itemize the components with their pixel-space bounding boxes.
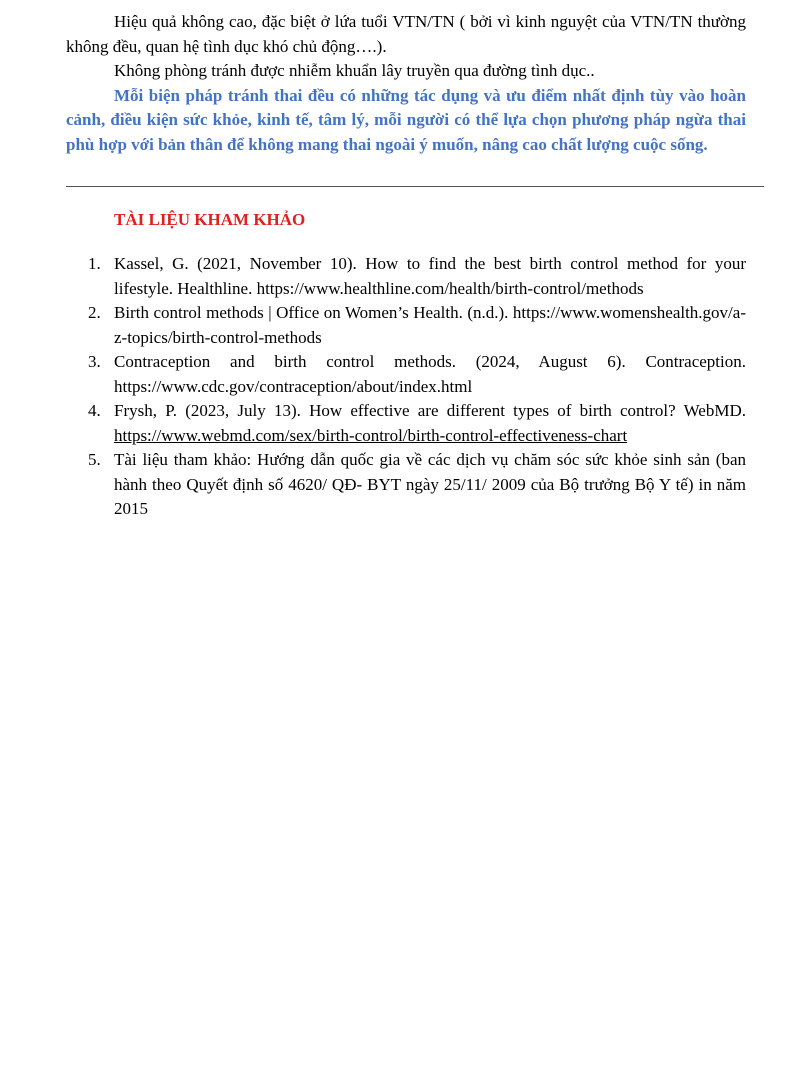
reference-text: Kassel, G. (2021, November 10). How to find the best birth control method for your lifestyle. Healthline. https://www.healthline.com/health/birth-control/methods	[114, 254, 746, 298]
reference-number: 3.	[88, 352, 101, 371]
body-text-block	[66, 10, 746, 157]
references-list	[88, 252, 746, 522]
conclusion-paragraph: Mỗi biện pháp tránh thai đều có những tác dụng và ưu điểm nhất định tùy vào hoàn cảnh, điều kiện sức khỏe, kinh tế, tâm lý, mỗi người có thể lựa chọn phương pháp ngừa thai phù hợp với bản thân để không mang thai ngoài ý muốn, nâng cao chất lượng cuộc sống.	[66, 85, 746, 154]
reference-item-5	[88, 448, 746, 522]
reference-item-2	[88, 301, 746, 350]
reference-number: 1.	[88, 254, 101, 273]
reference-text: Contraception and birth control methods. (2024, August 6). Contraception. https://www.cdc.gov/contraception/about/index.html	[114, 352, 746, 396]
reference-text: Birth control methods | Office on Women’s Health. (n.d.). https://www.womenshealth.gov/a-z-topics/birth-control-methods	[114, 303, 746, 347]
reference-number: 2.	[88, 303, 101, 322]
reference-item-1	[88, 252, 746, 301]
paragraph-effectiveness: Hiệu quả không cao, đặc biệt ở lứa tuổi VTN/TN ( bởi vì kinh nguyệt của VTN/TN thường không đều, quan hệ tình dục khó chủ động….).	[66, 12, 746, 56]
reference-text: Tài liệu tham khảo: Hướng dẫn quốc gia về các dịch vụ chăm sóc sức khỏe sinh sản (ban hành theo Quyết định số 4620/ QĐ- BYT ngày 25/11/ 2009 của Bộ trưởng Bộ Y tế) in năm 2015	[114, 450, 746, 518]
reference-item-3	[88, 350, 746, 399]
reference-number: 5.	[88, 450, 101, 469]
reference-link[interactable]: https://www.webmd.com/sex/birth-control/birth-control-effectiveness-chart	[114, 425, 628, 445]
reference-text: Frysh, P. (2023, July 13). How effective are different types of birth control? WebMD.	[114, 401, 746, 420]
reference-item-4	[88, 399, 746, 448]
references-heading: TÀI LIỆU KHAM KHẢO	[114, 210, 306, 229]
paragraph-sti-protection: Không phòng tránh được nhiễm khuẩn lây truyền qua đường tình dục..	[114, 61, 595, 80]
reference-number: 4.	[88, 401, 101, 420]
section-divider	[66, 186, 764, 187]
